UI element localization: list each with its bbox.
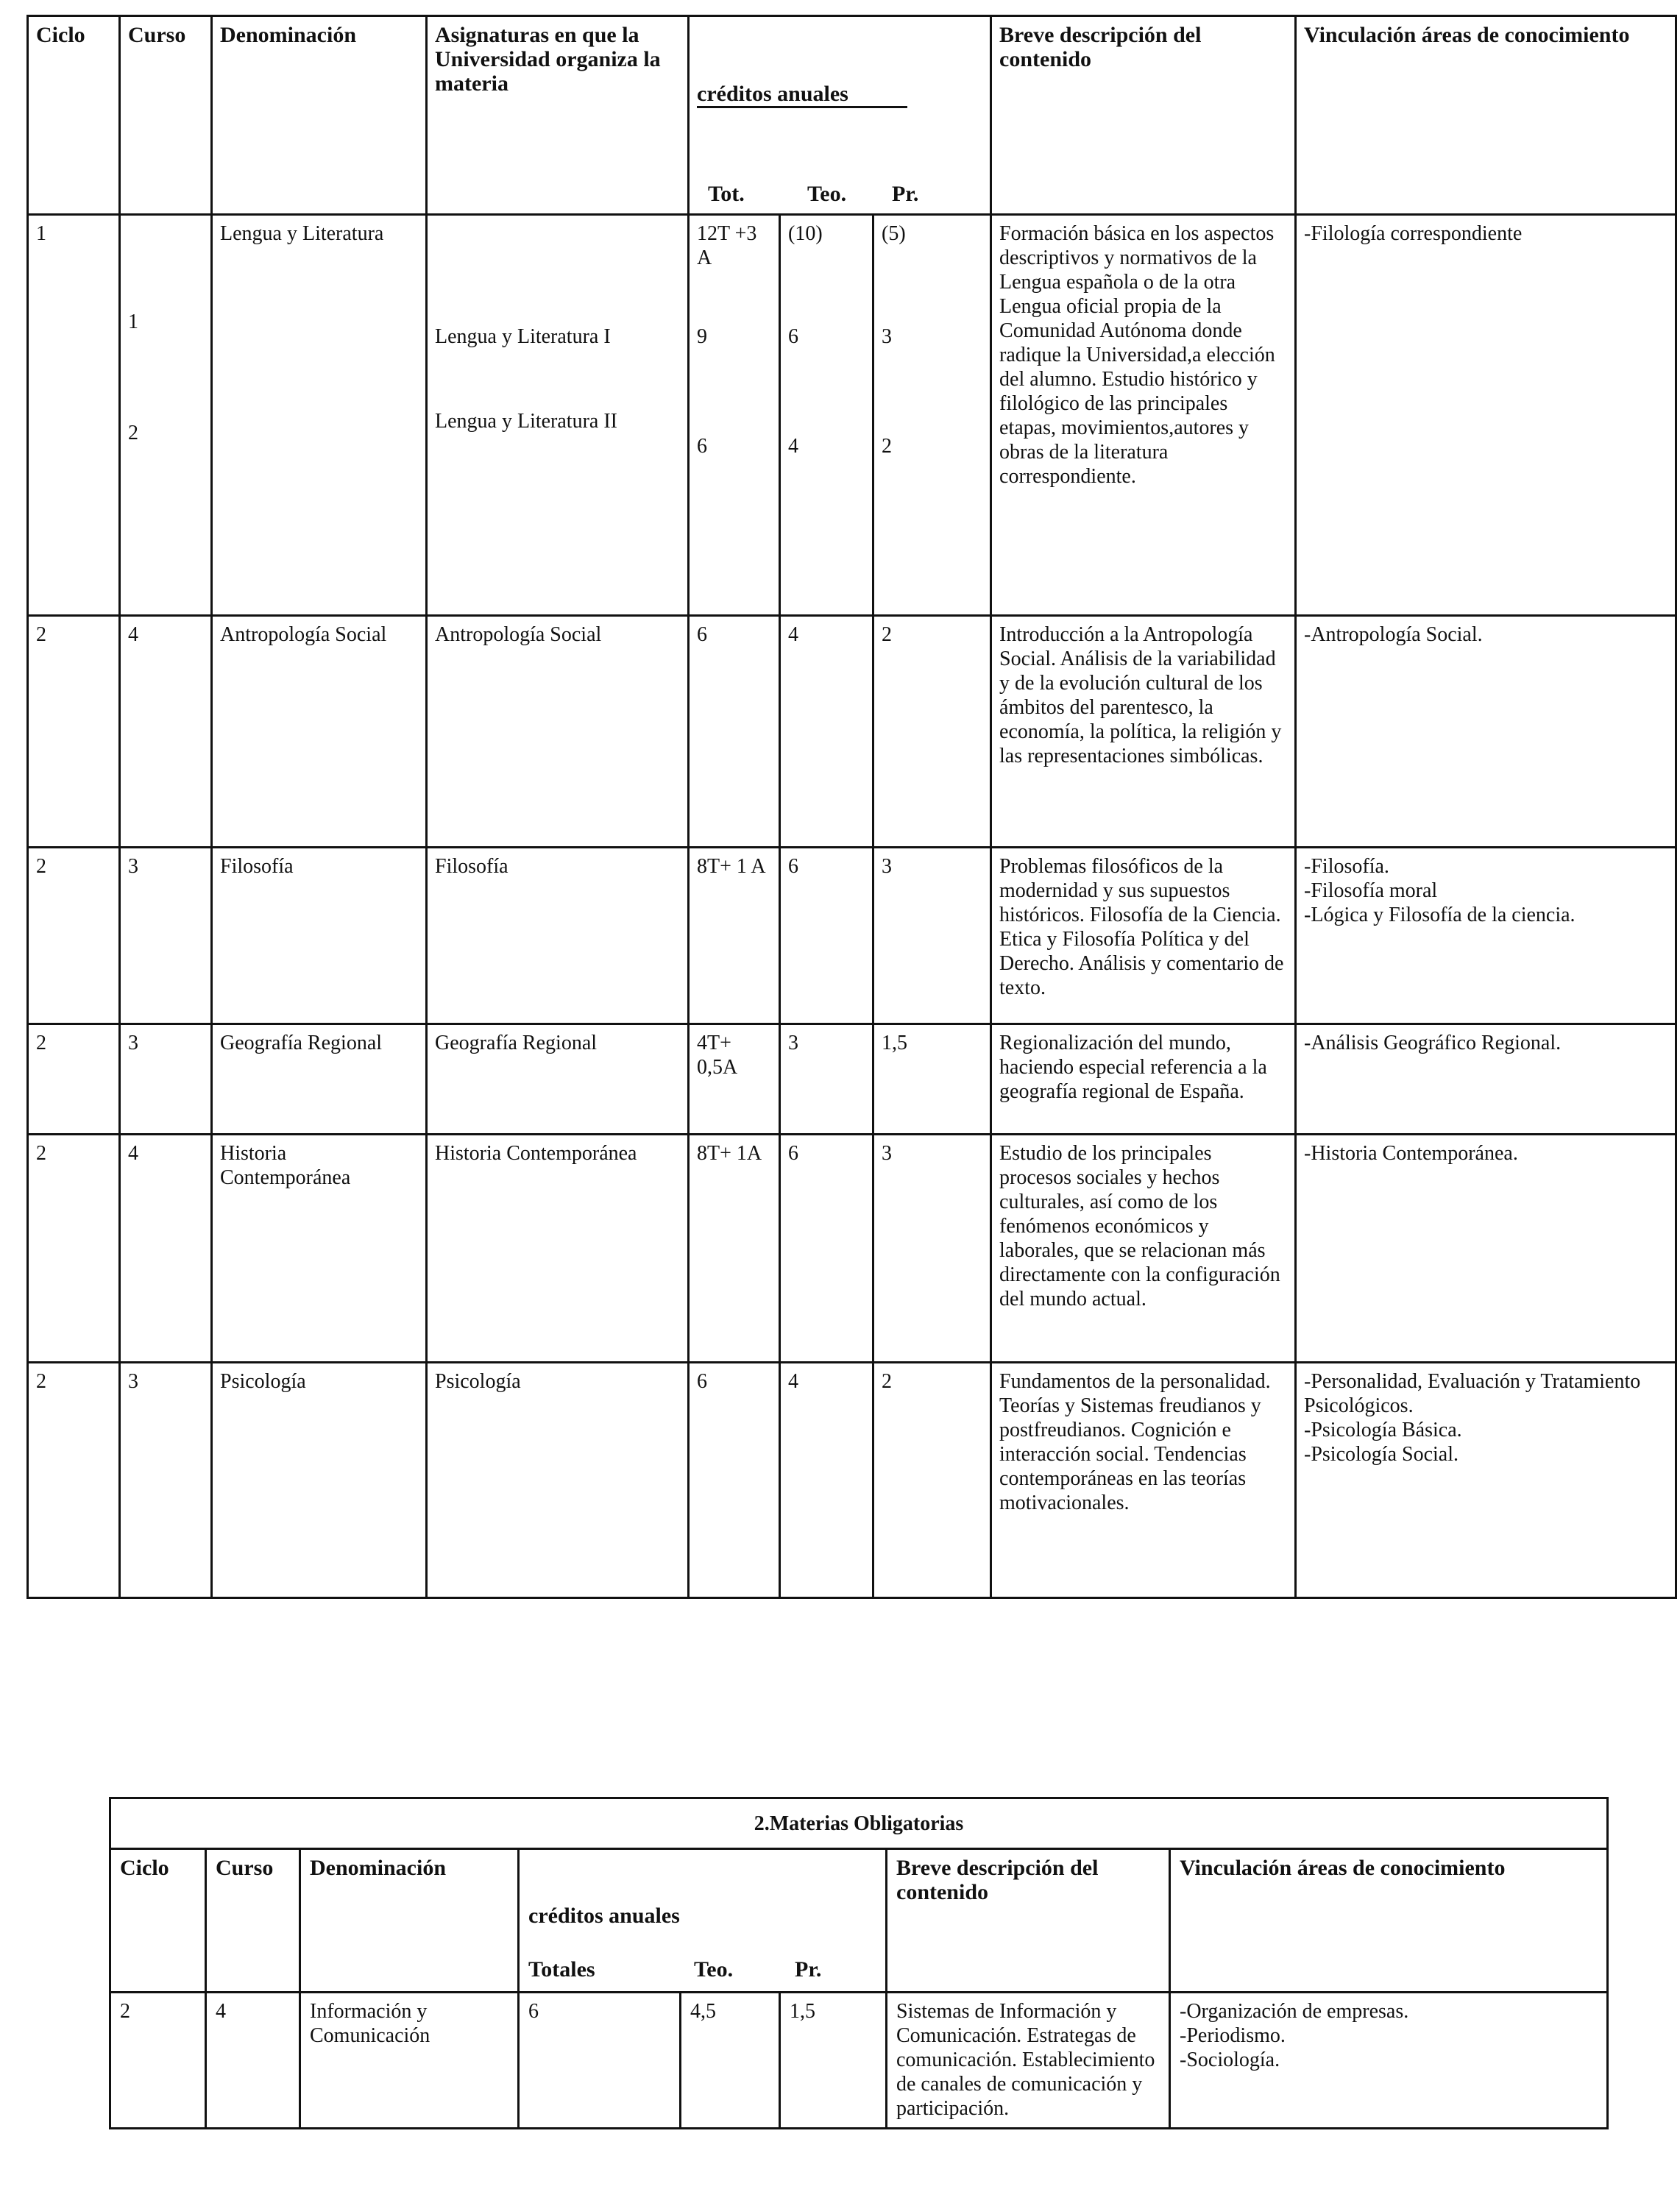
cell-denominacion: Psicología xyxy=(212,1363,427,1598)
cell-vinculacion: -Antropología Social. xyxy=(1296,616,1676,848)
cell-tot: 8T+ 1A xyxy=(689,1135,780,1363)
cell-tot: 6 xyxy=(689,616,780,848)
cell-teo: 4,5 xyxy=(681,1993,780,2129)
cell-curso xyxy=(120,215,212,616)
cell-denominacion: Lengua y Literatura xyxy=(212,215,427,616)
table-row xyxy=(28,848,1676,1024)
cell-descripcion: Regionalización del mundo, haciendo especial referencia a la geografía regional de España. xyxy=(991,1024,1296,1135)
cell-descripcion: Introducción a la Antropología Social. Análisis de la variabilidad y de la evolución cultural de los ámbitos del parentesco, la economía, la política, la religión y las representaciones simbólicas. xyxy=(991,616,1296,848)
header-totales: Totales xyxy=(528,1957,595,1982)
cell-descripcion: Sistemas de Información y Comunicación. Estrategas de comunicación. Establecimiento de canales de comunicación y participación. xyxy=(887,1993,1170,2129)
header-pr: Pr. xyxy=(795,1957,822,1982)
table-row xyxy=(28,1135,1676,1363)
cell-teo: 4 xyxy=(780,1363,873,1598)
cell-pr: 3 xyxy=(873,1135,991,1363)
creditos-subheaders xyxy=(697,182,982,207)
header-row xyxy=(28,16,1676,215)
cell-asignaturas xyxy=(427,215,689,616)
header-tot: Tot. xyxy=(708,182,745,206)
cell-curso: 3 xyxy=(120,1363,212,1598)
cell-asignatura: Historia Contemporánea xyxy=(427,1135,689,1363)
cell-ciclo: 2 xyxy=(110,1993,206,2129)
cell-curso: 4 xyxy=(120,1135,212,1363)
cell-denominacion: Antropología Social xyxy=(212,616,427,848)
cell-vinculacion: -Filología correspondiente xyxy=(1296,215,1676,616)
cell-ciclo: 2 xyxy=(28,1024,120,1135)
materias-table xyxy=(26,15,1677,1599)
cell-curso: 4 xyxy=(120,616,212,848)
cell-pr xyxy=(873,215,991,616)
cell-descripcion: Formación básica en los aspectos descriptivos y normativos de la Lengua española o de la otra Lengua oficial propia de la Comunidad Autónoma donde radique la Universidad,a elección del alumno. Estudio histórico y filológico de las principales etapas, movimientos,autores y obras de la literatura correspondiente. xyxy=(991,215,1296,616)
cell-curso-b: 2 xyxy=(128,422,138,444)
header-descripcion: Breve descripción del contenido xyxy=(887,1849,1170,1993)
cell-denominacion: Información y Comunicación xyxy=(300,1993,519,2129)
cell-asignatura: Antropología Social xyxy=(427,616,689,848)
header-pr: Pr. xyxy=(892,182,919,206)
table-row xyxy=(28,616,1676,848)
cell-teo-a: 6 xyxy=(788,325,798,348)
cell-tot: 8T+ 1 A xyxy=(689,848,780,1024)
creditos-label: créditos anuales xyxy=(697,82,907,108)
header-asignaturas: Asignaturas en que la Universidad organiza la materia xyxy=(427,16,689,215)
header-creditos xyxy=(519,1849,887,1993)
cell-teo: 3 xyxy=(780,1024,873,1135)
cell-ciclo: 2 xyxy=(28,848,120,1024)
cell-denominacion: Geografía Regional xyxy=(212,1024,427,1135)
cell-descripcion: Problemas filosóficos de la modernidad y sus supuestos históricos. Filosofía de la Ciencia. Etica y Filosofía Política y del Derecho. Análisis y comentario de texto. xyxy=(991,848,1296,1024)
cell-pr-total: (5) xyxy=(882,222,906,245)
cell-curso: 3 xyxy=(120,1024,212,1135)
materias-obligatorias-table xyxy=(109,1797,1609,2129)
cell-descripcion: Fundamentos de la personalidad. Teorías y Sistemas freudianos y postfreudianos. Cognición e interacción social. Tendencias contemporáneas en las teorías motivacionales. xyxy=(991,1363,1296,1598)
header-curso: Curso xyxy=(120,16,212,215)
section-title: 2.Materias Obligatorias xyxy=(110,1798,1608,1849)
table-row xyxy=(28,215,1676,616)
cell-pr: 1,5 xyxy=(780,1993,887,2129)
header-teo: Teo. xyxy=(807,182,847,206)
cell-ciclo: 2 xyxy=(28,616,120,848)
cell-pr: 3 xyxy=(873,848,991,1024)
cell-pr: 2 xyxy=(873,1363,991,1598)
cell-teo: 6 xyxy=(780,848,873,1024)
cell-curso-a: 1 xyxy=(128,311,138,333)
cell-teo-b: 4 xyxy=(788,435,798,458)
cell-pr-b: 2 xyxy=(882,435,892,458)
creditos-subheaders xyxy=(528,1957,876,1982)
cell-pr: 1,5 xyxy=(873,1024,991,1135)
cell-asig-a: Lengua y Literatura I xyxy=(435,325,611,348)
cell-teo: 4 xyxy=(780,616,873,848)
cell-tot: 4T+ 0,5A xyxy=(689,1024,780,1135)
header-descripcion: Breve descripción del contenido xyxy=(991,16,1296,215)
header-ciclo: Ciclo xyxy=(28,16,120,215)
header-creditos xyxy=(689,16,991,215)
cell-tot xyxy=(689,215,780,616)
cell-asignatura: Filosofía xyxy=(427,848,689,1024)
cell-vinculacion: -Análisis Geográfico Regional. xyxy=(1296,1024,1676,1135)
cell-vinculacion: -Personalidad, Evaluación y Tratamiento Psicológicos. -Psicología Básica. -Psicología Social. xyxy=(1296,1363,1676,1598)
header-curso: Curso xyxy=(206,1849,300,1993)
cell-asig-b: Lengua y Literatura II xyxy=(435,410,617,433)
cell-denominacion: Historia Contemporánea xyxy=(212,1135,427,1363)
cell-vinculacion: -Historia Contemporánea. xyxy=(1296,1135,1676,1363)
cell-curso: 3 xyxy=(120,848,212,1024)
cell-vinculacion: -Filosofía. -Filosofía moral -Lógica y Filosofía de la ciencia. xyxy=(1296,848,1676,1024)
header-vinculacion: Vinculación áreas de conocimiento xyxy=(1170,1849,1608,1993)
cell-vinculacion: -Organización de empresas. -Periodismo. -Sociología. xyxy=(1170,1993,1608,2129)
cell-descripcion: Estudio de los principales procesos sociales y hechos culturales, así como de los fenómenos económicos y laborales, que se relacionan más directamente con la configuración del mundo actual. xyxy=(991,1135,1296,1363)
cell-asignatura: Geografía Regional xyxy=(427,1024,689,1135)
header-denominacion: Denominación xyxy=(300,1849,519,1993)
header-vinculacion: Vinculación áreas de conocimiento xyxy=(1296,16,1676,215)
cell-tot-a: 9 xyxy=(697,325,707,348)
cell-asignatura: Psicología xyxy=(427,1363,689,1598)
cell-ciclo: 1 xyxy=(28,215,120,616)
cell-teo: 6 xyxy=(780,1135,873,1363)
header-ciclo: Ciclo xyxy=(110,1849,206,1993)
title-row xyxy=(110,1798,1608,1849)
cell-pr: 2 xyxy=(873,616,991,848)
header-denominacion: Denominación xyxy=(212,16,427,215)
cell-teo-total: (10) xyxy=(788,222,823,245)
cell-ciclo: 2 xyxy=(28,1363,120,1598)
cell-tot-b: 6 xyxy=(697,435,707,458)
table-row xyxy=(28,1024,1676,1135)
table-row xyxy=(110,1993,1608,2129)
cell-tot: 6 xyxy=(519,1993,681,2129)
cell-tot-total: 12T +3 A xyxy=(697,222,757,269)
cell-curso: 4 xyxy=(206,1993,300,2129)
cell-tot: 6 xyxy=(689,1363,780,1598)
header-teo: Teo. xyxy=(694,1957,734,1982)
cell-pr-a: 3 xyxy=(882,325,892,348)
cell-teo xyxy=(780,215,873,616)
table-row xyxy=(28,1363,1676,1598)
header-row xyxy=(110,1849,1608,1993)
cell-denominacion: Filosofía xyxy=(212,848,427,1024)
creditos-label: créditos anuales xyxy=(528,1904,680,1928)
cell-ciclo: 2 xyxy=(28,1135,120,1363)
